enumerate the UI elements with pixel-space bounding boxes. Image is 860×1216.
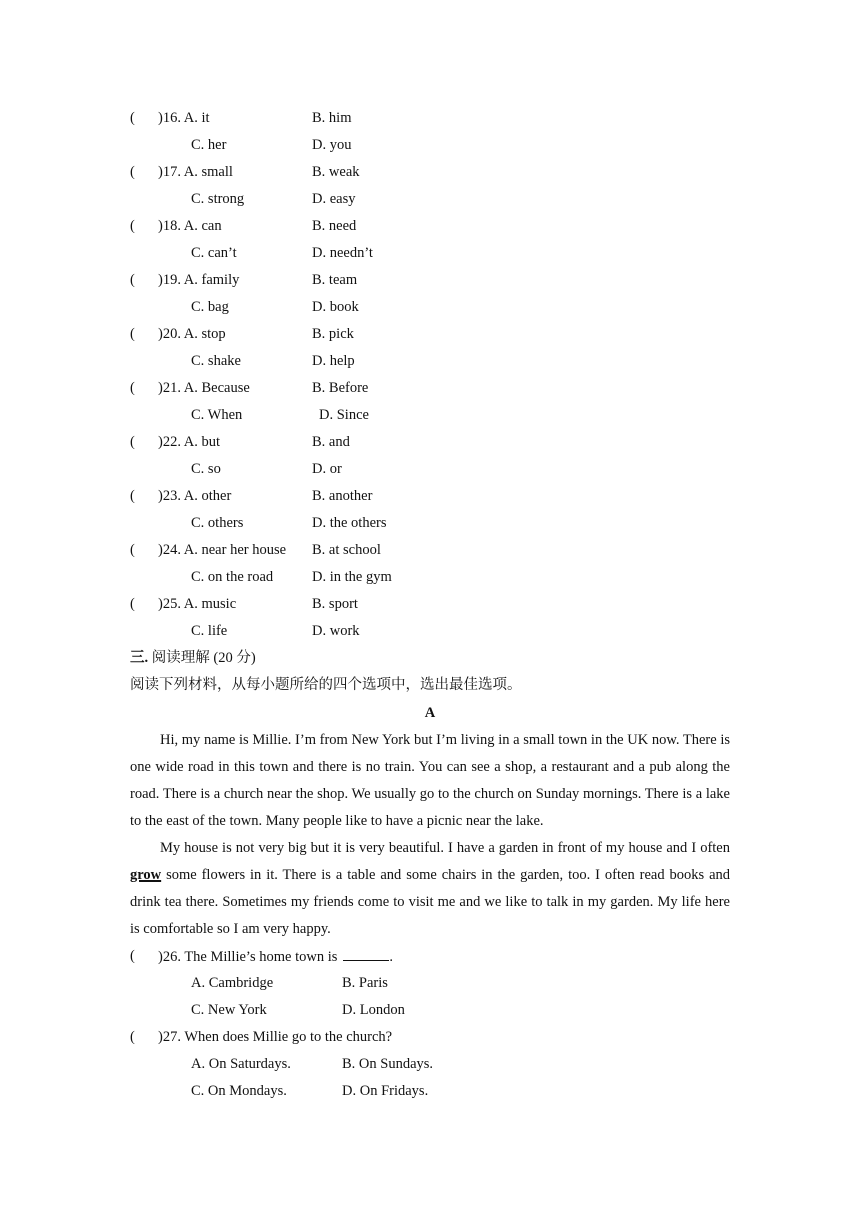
option-b: B. pick — [312, 326, 354, 342]
option-d: D. On Fridays. — [342, 1083, 429, 1099]
question-row — [0, 216, 860, 236]
option-b: B. at school — [312, 542, 381, 558]
option-b: B. Before — [312, 380, 369, 396]
option-a: A. Cambridge — [191, 975, 274, 991]
question-option-a: )20. A. stop — [158, 326, 226, 342]
option-c: C. strong — [191, 191, 245, 207]
question-option-a: )21. A. Because — [158, 380, 250, 396]
passage-title: A — [424, 705, 436, 721]
question-option-a: )25. A. music — [158, 596, 237, 612]
option-b: B. team — [312, 272, 358, 288]
question-row-cd — [0, 567, 860, 587]
answer-paren: ( — [130, 488, 135, 504]
option-b: B. need — [312, 218, 357, 234]
question-row — [0, 270, 860, 290]
question-row — [0, 432, 860, 452]
option-c: C. When — [191, 407, 243, 423]
option-d: D. needn’t — [312, 245, 373, 261]
option-b: B. On Sundays. — [342, 1056, 434, 1072]
option-b: B. weak — [312, 164, 360, 180]
answer-paren: ( — [130, 326, 135, 342]
option-c: C. life — [191, 623, 228, 639]
question-option-a: )18. A. can — [158, 218, 222, 234]
paragraph-text: some flowers in it. There is a table and some chairs in the garden, too. I often read books and drink tea there. Sometimes my friends come to visit me and we like to talk in my garden. My life here is comfortable so I am very happy. — [130, 867, 730, 937]
option-b: B. and — [312, 434, 350, 450]
option-b: B. another — [312, 488, 373, 504]
option-b: B. him — [312, 110, 352, 126]
answer-paren: ( — [130, 218, 135, 234]
answer-paren: ( — [130, 948, 135, 964]
option-c: C. shake — [191, 353, 241, 369]
answer-paren: ( — [130, 434, 135, 450]
option-b: B. sport — [312, 596, 358, 612]
section-instruction: 阅读下列材料，从每小题所给的四个选项中，选出最佳选项。 — [130, 677, 522, 693]
option-d: D. the others — [312, 515, 387, 531]
options-row — [0, 973, 860, 993]
question-stem — [158, 946, 393, 967]
option-a: A. On Saturdays. — [191, 1056, 291, 1072]
answer-paren: ( — [130, 596, 135, 612]
question-row-cd — [0, 189, 860, 209]
answer-paren: ( — [130, 542, 135, 558]
answer-paren: ( — [130, 272, 135, 288]
option-d: D. book — [312, 299, 359, 315]
answer-blank — [343, 946, 389, 961]
question-row — [0, 378, 860, 398]
question-option-a: )17. A. small — [158, 164, 233, 180]
options-row — [0, 1000, 860, 1020]
options-row — [0, 1054, 860, 1074]
option-d: D. Since — [319, 407, 369, 423]
section-number: 三. — [130, 650, 149, 666]
question-row-cd — [0, 621, 860, 641]
question-row — [0, 594, 860, 614]
question-row-cd — [0, 297, 860, 317]
question-row — [0, 1027, 860, 1047]
option-c: C. On Mondays. — [191, 1083, 287, 1099]
question-row-cd — [0, 405, 860, 425]
question-row — [0, 324, 860, 344]
question-option-a: )22. A. but — [158, 434, 221, 450]
question-row — [0, 162, 860, 182]
option-c: C. New York — [191, 1002, 267, 1018]
question-row — [0, 540, 860, 560]
section-title: 阅读理解 (20 分) — [148, 650, 256, 666]
option-c: C. can’t — [191, 245, 237, 261]
answer-paren: ( — [130, 380, 135, 396]
passage-paragraph-1: Hi, my name is Millie. I’m from New York but I’m living in a small town in the UK now. There is one wide road in this town and there is no train. You can see a shop, a restaurant and a pub along the road. There is a church near the shop. We usually go to the church on Sunday mornings. There is a lake to the east of the town. Many people like to have a picnic near the lake. — [130, 732, 730, 829]
option-c: C. so — [191, 461, 221, 477]
option-c: C. on the road — [191, 569, 274, 585]
question-row-cd — [0, 243, 860, 263]
option-c: C. her — [191, 137, 227, 153]
option-d: D. help — [312, 353, 355, 369]
question-row-cd — [0, 459, 860, 479]
question-row-cd — [0, 351, 860, 371]
question-row-cd — [0, 135, 860, 155]
option-d: D. in the gym — [312, 569, 392, 585]
paragraph-text: My house is not very big but it is very beautiful. I have a garden in front of my house and I often — [160, 840, 730, 856]
question-option-a: )24. A. near her house — [158, 542, 287, 558]
underlined-word: grow — [130, 867, 162, 883]
option-c: C. others — [191, 515, 244, 531]
question-option-a: )16. A. it — [158, 110, 210, 126]
question-row — [0, 108, 860, 128]
option-b: B. Paris — [342, 975, 388, 991]
question-row — [0, 946, 860, 966]
question-option-a: )19. A. family — [158, 272, 240, 288]
options-row — [0, 1081, 860, 1101]
question-tail: . — [389, 949, 393, 965]
option-c: C. bag — [191, 299, 229, 315]
passage-paragraph-2 — [130, 835, 730, 943]
answer-paren: ( — [130, 110, 135, 126]
question-text: )27. When does Millie go to the church? — [158, 1029, 393, 1045]
section-heading — [130, 648, 256, 668]
question-row-cd — [0, 513, 860, 533]
option-d: D. you — [312, 137, 352, 153]
answer-paren: ( — [130, 164, 135, 180]
option-d: D. work — [312, 623, 360, 639]
question-text: )26. The Millie’s home town is — [158, 949, 338, 965]
option-d: D. London — [342, 1002, 405, 1018]
option-d: D. easy — [312, 191, 356, 207]
question-row — [0, 486, 860, 506]
question-option-a: )23. A. other — [158, 488, 232, 504]
answer-paren: ( — [130, 1029, 135, 1045]
option-d: D. or — [312, 461, 342, 477]
